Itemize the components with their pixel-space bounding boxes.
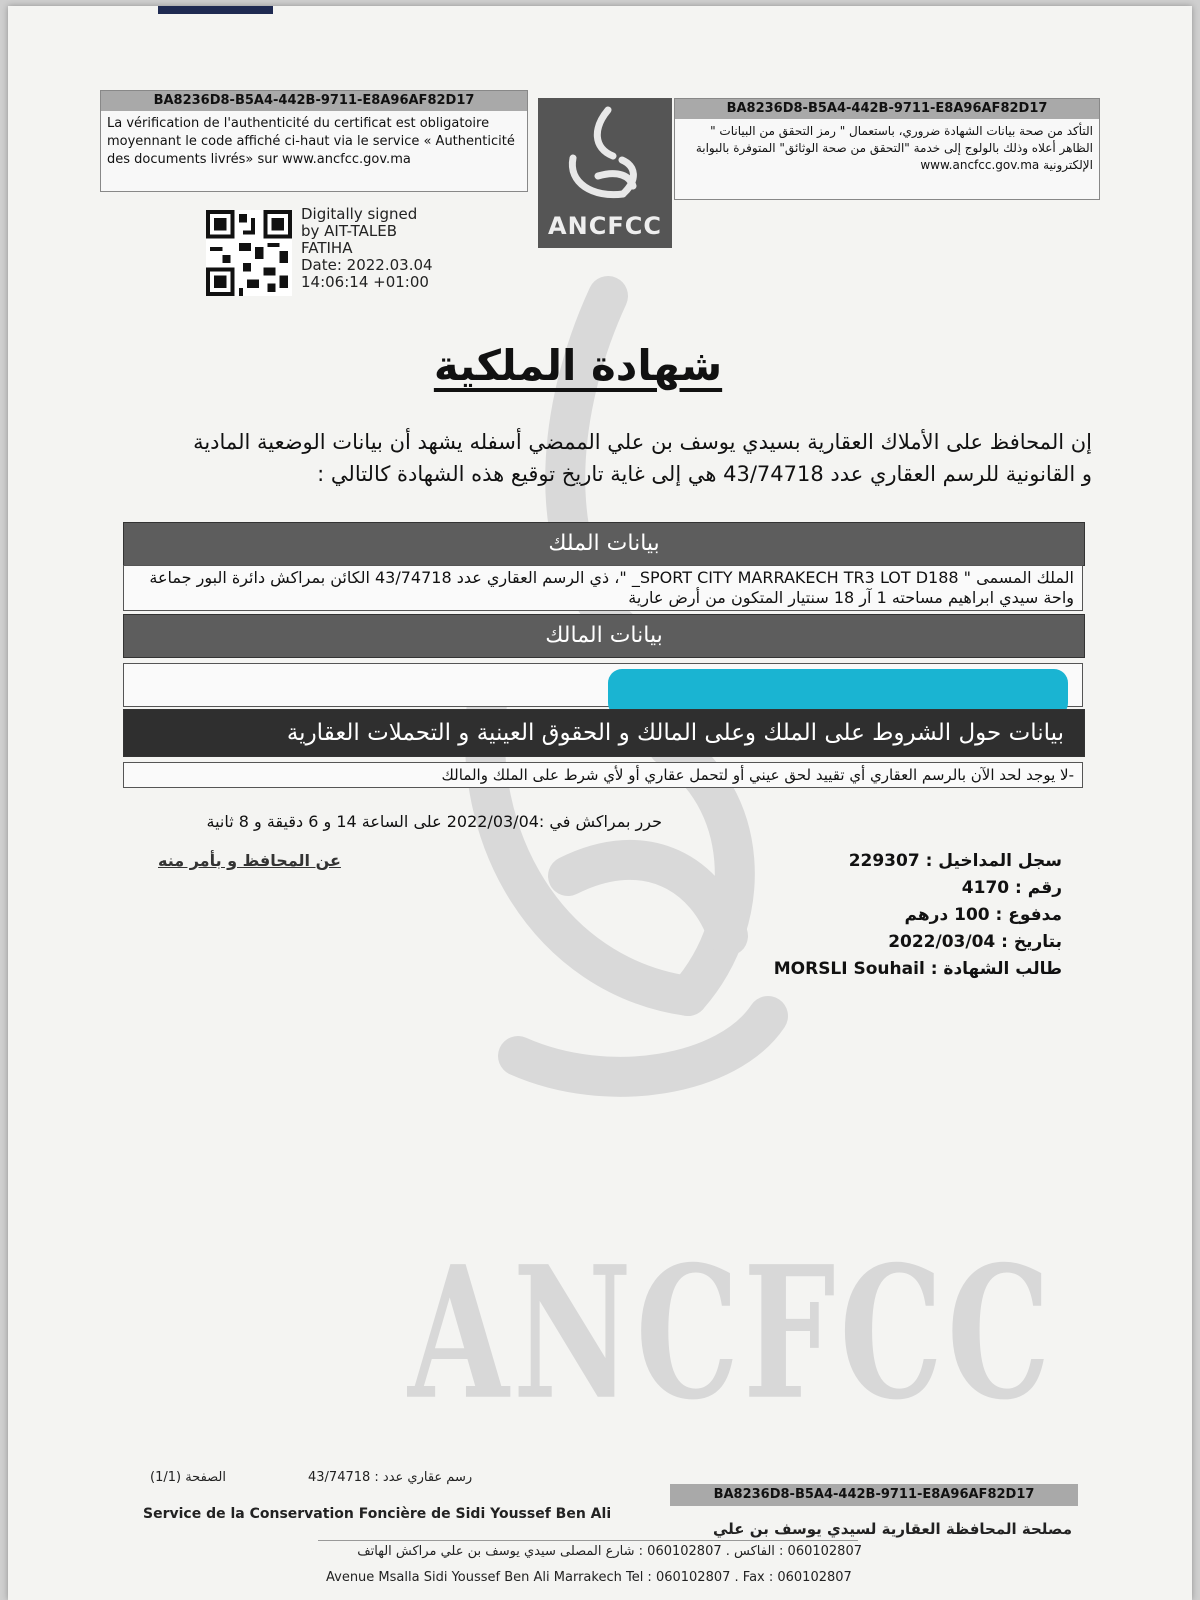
footer-code-box bbox=[670, 1484, 1078, 1506]
footer-service-fr: Service de la Conservation Foncière de Sidi Youssef Ben Ali bbox=[143, 1506, 612, 1522]
verification-notice-ar: التأكد من صحة بيانات الشهادة ضروري، باستعمال " رمز التحقق من البيانات " الظاهر أعلاه وذلك بالولوج إلى خدمة "التحقق من صحة الوثائق" المتوفرة بالبوابة الإلكترونية www.ancfcc.gov.ma bbox=[695, 124, 1093, 172]
footer-title-ref: رسم عقاري عدد : 43/74718 bbox=[308, 1470, 473, 1485]
register-entries: سجل المداخيل : 229307 bbox=[848, 851, 1062, 871]
register-info bbox=[702, 848, 1062, 983]
signature-line: 14:06:14 +01:00 bbox=[301, 273, 429, 291]
register-date: بتاريخ : 2022/03/04 bbox=[888, 932, 1062, 952]
on-behalf-signature: عن المحافظ و بأمر منه bbox=[158, 851, 341, 870]
logo-text: ANCFCC bbox=[548, 212, 662, 240]
footer-address-fr: Avenue Msalla Sidi Youssef Ben Ali Marrakech Tel : 060102807 . Fax : 060102807 bbox=[326, 1570, 852, 1585]
intro-paragraph: إن المحافظ على الأملاك العقارية بسيدي يوسف بن علي الممضي أسفله يشهد أن بيانات الوضعية المادية و القانونية للرسم العقاري عدد 43/74718 هي إلى غاية تاريخ توقيع هذه الشهادة كالتالي : bbox=[193, 430, 1092, 486]
register-requester: طالب الشهادة : MORSLI Souhail bbox=[773, 959, 1062, 979]
register-number: رقم : 4170 bbox=[961, 878, 1062, 898]
footer-code: BA8236D8-B5A4-442B-9711-E8A96AF82D17 bbox=[670, 1484, 1078, 1506]
footer-page-number: الصفحة (1/1) bbox=[150, 1470, 226, 1485]
owner-section-header: بيانات المالك bbox=[123, 614, 1085, 658]
ancfcc-emblem-icon bbox=[538, 98, 672, 208]
property-section-header: بيانات الملك bbox=[123, 522, 1085, 566]
signature-line: FATIHA bbox=[301, 239, 353, 257]
footer-address-ar: 060102807 : الفاكس . 060102807 : شارع المصلى سيدي يوسف بن علي مراكش الهاتف bbox=[357, 1544, 862, 1559]
signature-line: Digitally signed bbox=[301, 205, 418, 223]
conditions-section-body: -لا يوجد لحد الآن بالرسم العقاري أي تقييد لحق عيني أو لتحمل عقاري أو لأي شرط على الملك والمالك bbox=[123, 762, 1083, 788]
digital-signature bbox=[301, 206, 433, 291]
verification-box-fr bbox=[100, 90, 528, 192]
signature-line: Date: 2022.03.04 bbox=[301, 256, 433, 274]
signature-line: by AIT-TALEB bbox=[301, 222, 398, 240]
register-paid: مدفوع : 100 درهم bbox=[904, 905, 1062, 925]
conditions-section-header: بيانات حول الشروط على الملك وعلى المالك و الحقوق العينية و التحملات العقارية bbox=[123, 709, 1085, 757]
ancfcc-logo bbox=[538, 98, 672, 248]
issued-date-line: حرر بمراكش في :2022/03/04 على الساعة 14 و 6 دقيقة و 8 ثانية bbox=[206, 812, 662, 831]
certificate-title: شهادة الملكية bbox=[433, 341, 723, 390]
footer-divider bbox=[318, 1540, 858, 1541]
verification-code: BA8236D8-B5A4-442B-9711-E8A96AF82D17 bbox=[101, 91, 527, 111]
verification-box-ar bbox=[674, 98, 1100, 200]
watermark-text: ANCFCC bbox=[408, 1226, 1055, 1441]
qr-code-icon bbox=[206, 210, 292, 296]
top-edge-strip bbox=[158, 6, 273, 14]
verification-code-ar: BA8236D8-B5A4-442B-9711-E8A96AF82D17 bbox=[675, 99, 1099, 119]
verification-notice-fr: La vérification de l'authenticité du certificat est obligatoire moyennant le code affiché ci-haut via le service « Authenticité des documents livrés» sur www.ancfcc.gov.ma bbox=[107, 116, 515, 167]
certificate-page bbox=[8, 6, 1192, 1600]
property-section-body: الملك المسمى " SPORT CITY MARRAKECH TR3 LOT D188_ "، ذي الرسم العقاري عدد 43/74718 الكائن بمراكش دائرة البور جماعة واحة سيدي ابراهيم مساحته 1 آر 18 سنتيار المتكون من أرض عارية bbox=[123, 565, 1083, 611]
footer-service-ar: مصلحة المحافظة العقارية لسيدي يوسف بن علي bbox=[712, 1520, 1072, 1538]
